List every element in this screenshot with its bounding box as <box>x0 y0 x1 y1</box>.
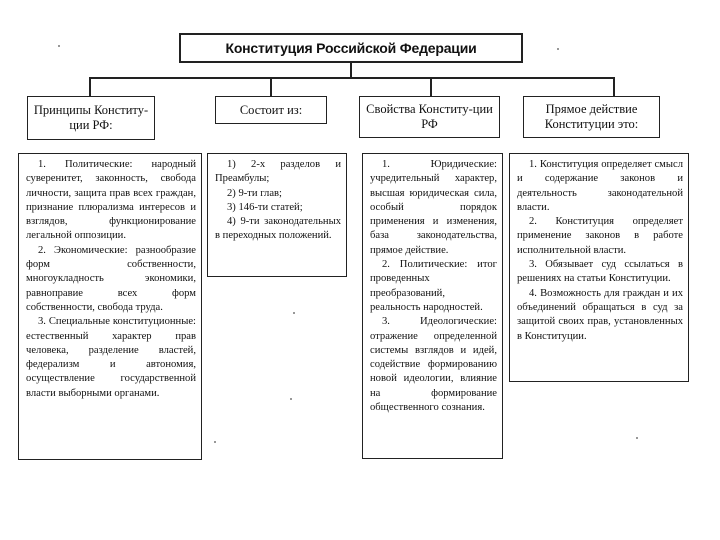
heading-properties-label: Свойства Конститу-ции РФ <box>366 102 493 131</box>
scan-speck <box>290 398 292 400</box>
structure-item-2: 2) 9-ти глав; <box>227 187 282 199</box>
principles-item-1: 1. Политические: народный суверенитет, законность, свобода личности, защита прав всех граждан, признание плюрализма интересов и взглядов, функционирование легальной оппозиции. <box>26 159 196 242</box>
scan-speck <box>214 441 216 443</box>
connector-drop-3 <box>430 77 432 97</box>
diagram-title: Конституция Российской Федерации <box>179 33 523 63</box>
connector-bar <box>89 77 615 79</box>
direct-action-item-2: 2. Конституция определяет применение законов в работе исполнительной власти. <box>517 216 683 256</box>
structure-item-4: 4) 9-ти законодательных в переходных положений. <box>215 216 341 242</box>
connector-drop-2 <box>270 77 272 97</box>
structure-item-1: 1) 2-х разделов и Преамбулы; <box>215 159 341 185</box>
scan-speck <box>293 312 295 314</box>
properties-item-1: 1. Юридические: учредительный характер, высшая юридическая сила, особый порядок применения и изменения, база законодательства, прямое действие. <box>370 159 497 256</box>
heading-direct-action-label: Прямое действие Конституции это: <box>544 102 639 131</box>
connector-drop-1 <box>89 77 91 97</box>
direct-action-item-3: 3. Обязывает суд ссылаться в решениях на статьи Конституции. <box>517 259 683 285</box>
heading-principles-label: Принципы Конститу-ции РФ: <box>33 103 149 132</box>
content-structure <box>207 153 347 277</box>
scan-speck <box>557 48 559 50</box>
principles-item-2: 2. Экономические: разнообразие форм собственности, многоукладность экономики, равноправие всех форм собственности, свобода труда. <box>26 244 196 313</box>
heading-principles <box>27 96 155 140</box>
heading-properties <box>359 96 500 138</box>
scan-speck <box>58 45 60 47</box>
heading-direct-action <box>523 96 660 138</box>
principles-item-3: 3. Специальные конституционные: естественный характер прав человека, разделение властей, федерализм и автономия, осуществление государственной власти выборными органами. <box>26 316 196 399</box>
properties-item-3: 3. Идеологические: отражение определенной системы взглядов и идей, содействие формированию новой идеологии, влияние на формирование общественного сознания. <box>370 316 497 414</box>
content-principles <box>18 153 202 460</box>
direct-action-item-4: 4. Возможность для граждан и их объединений обращаться в суд за защитой своих прав, установленных в Конституции. <box>517 287 683 342</box>
heading-structure-label: Состоит из: <box>239 102 303 117</box>
scan-speck <box>636 437 638 439</box>
content-properties <box>362 153 503 459</box>
connector-trunk <box>350 63 352 78</box>
heading-structure <box>215 96 327 124</box>
direct-action-item-1: 1. Конституция определяет смысл и содержание законов и деятельность законодательной власти. <box>517 159 683 213</box>
structure-item-3: 3) 146-ти статей; <box>227 201 303 213</box>
content-direct-action <box>509 153 689 382</box>
connector-drop-4 <box>613 77 615 97</box>
properties-item-2: 2. Политические: итог проведенных преобразований, реальность народностей. <box>370 259 497 313</box>
